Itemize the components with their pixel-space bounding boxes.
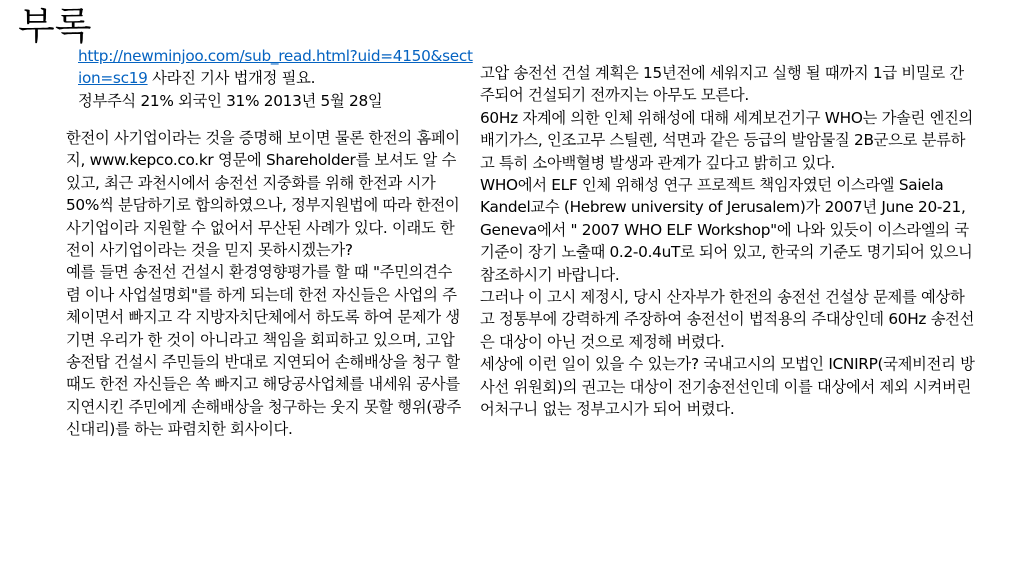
reference-stats: 정부주식 21% 외국인 31% 2013년 5월 28일 [78, 91, 383, 110]
paragraph: 한전이 사기업이라는 것을 증명해 보이면 물론 한전의 홈페이지, www.kepco.co.kr 영문에 Shareholder를 보셔도 알 수 있고, 최근 과천시에서 송전선 지중화를 위해 한전과 시가 50%씩 분담하기로 합의하였으나, 정부지원법에 따라 한전이 사기업이라 지원할 수 없어서 무산된 사례가 있다. 이래도 한전이 사기업이라는 것을 믿지 못하시겠는가? [66, 129, 460, 260]
reference-line [78, 45, 473, 90]
paragraph: 그러나 이 고시 제정시, 당시 산자부가 한전의 송전선 건설상 문제를 예상하고 정통부에 강력하게 주장하여 송전선이 법적용의 주대상인데 60Hz 송전선은 대상이 아닌 것으로 제정해 버렸다. [480, 288, 975, 351]
right-column [480, 62, 975, 421]
paragraph: 고압 송전선 건설 계획은 15년전에 세워지고 실행 될 때까지 1급 비밀로 간주되어 건설되기 전까지는 아무도 모른다. [480, 64, 964, 105]
paragraph: WHO에서 ELF 인체 위해성 연구 프로젝트 책임자였던 이스라엘 Saiela Kandel교수 (Hebrew university of Jerusalem)가 2007년 June 20-21, Geneva에서 " 2007 WHO ELF Workshop"에 나와 있듯이 이스라엘의 국기준이 장기 노출때 0.2-0.4uT로 되어 있고, 한국의 기준도 명기되어 있으니 참조하시기 바랍니다. [480, 176, 973, 284]
paragraph: 60Hz 자계에 의한 인체 위해성에 대해 세계보건기구 WHO는 가솔린 엔진의 배기가스, 인조고무 스틸렌, 석면과 같은 등급의 발암물질 2B군으로 분류하고 특히 소아백혈병 발생과 관계가 깊다고 밝히고 있다. [480, 108, 974, 172]
slide-title: 부록 [18, 4, 92, 48]
paragraph: 예를 들면 송전선 건설시 환경영향평가를 할 때 "주민의견수렴 이나 사업설명회"를 하게 되는데 한전 자신들은 사업의 주체이면서 빠지고 각 지방자치단체에서 하도록 하여 문제가 생기면 우리가 한 것이 아니라고 책임을 회피하고 있으며, 고압 송전탑 건설시 주민들의 반대로 지연되어 손해배상을 청구 할 때도 한전 자신들은 쏙 빠지고 해당공사업체를 내세워 공사를 지연시킨 주민에게 손해배상을 청구하는 웃지 못할 행위(광주 신대리)를 하는 파렴치한 회사이다. [66, 263, 461, 439]
reference-note: 사라진 기사 법개정 필요. [147, 69, 316, 88]
paragraph: 세상에 이런 일이 있을 수 있는가? 국내고시의 모법인 ICNIRP(국제비전리 방사선 위원회)의 권고는 대상이 전기송전선인데 이를 대상에서 제외 시켜버린 어처구니 없는 정부고시가 되어 버렸다. [480, 355, 975, 419]
left-column [66, 127, 461, 441]
reference-block [78, 45, 473, 112]
reference-link[interactable]: http://newminjoo.com/sub_read.html?uid=4150&section=sc19 [78, 47, 473, 88]
